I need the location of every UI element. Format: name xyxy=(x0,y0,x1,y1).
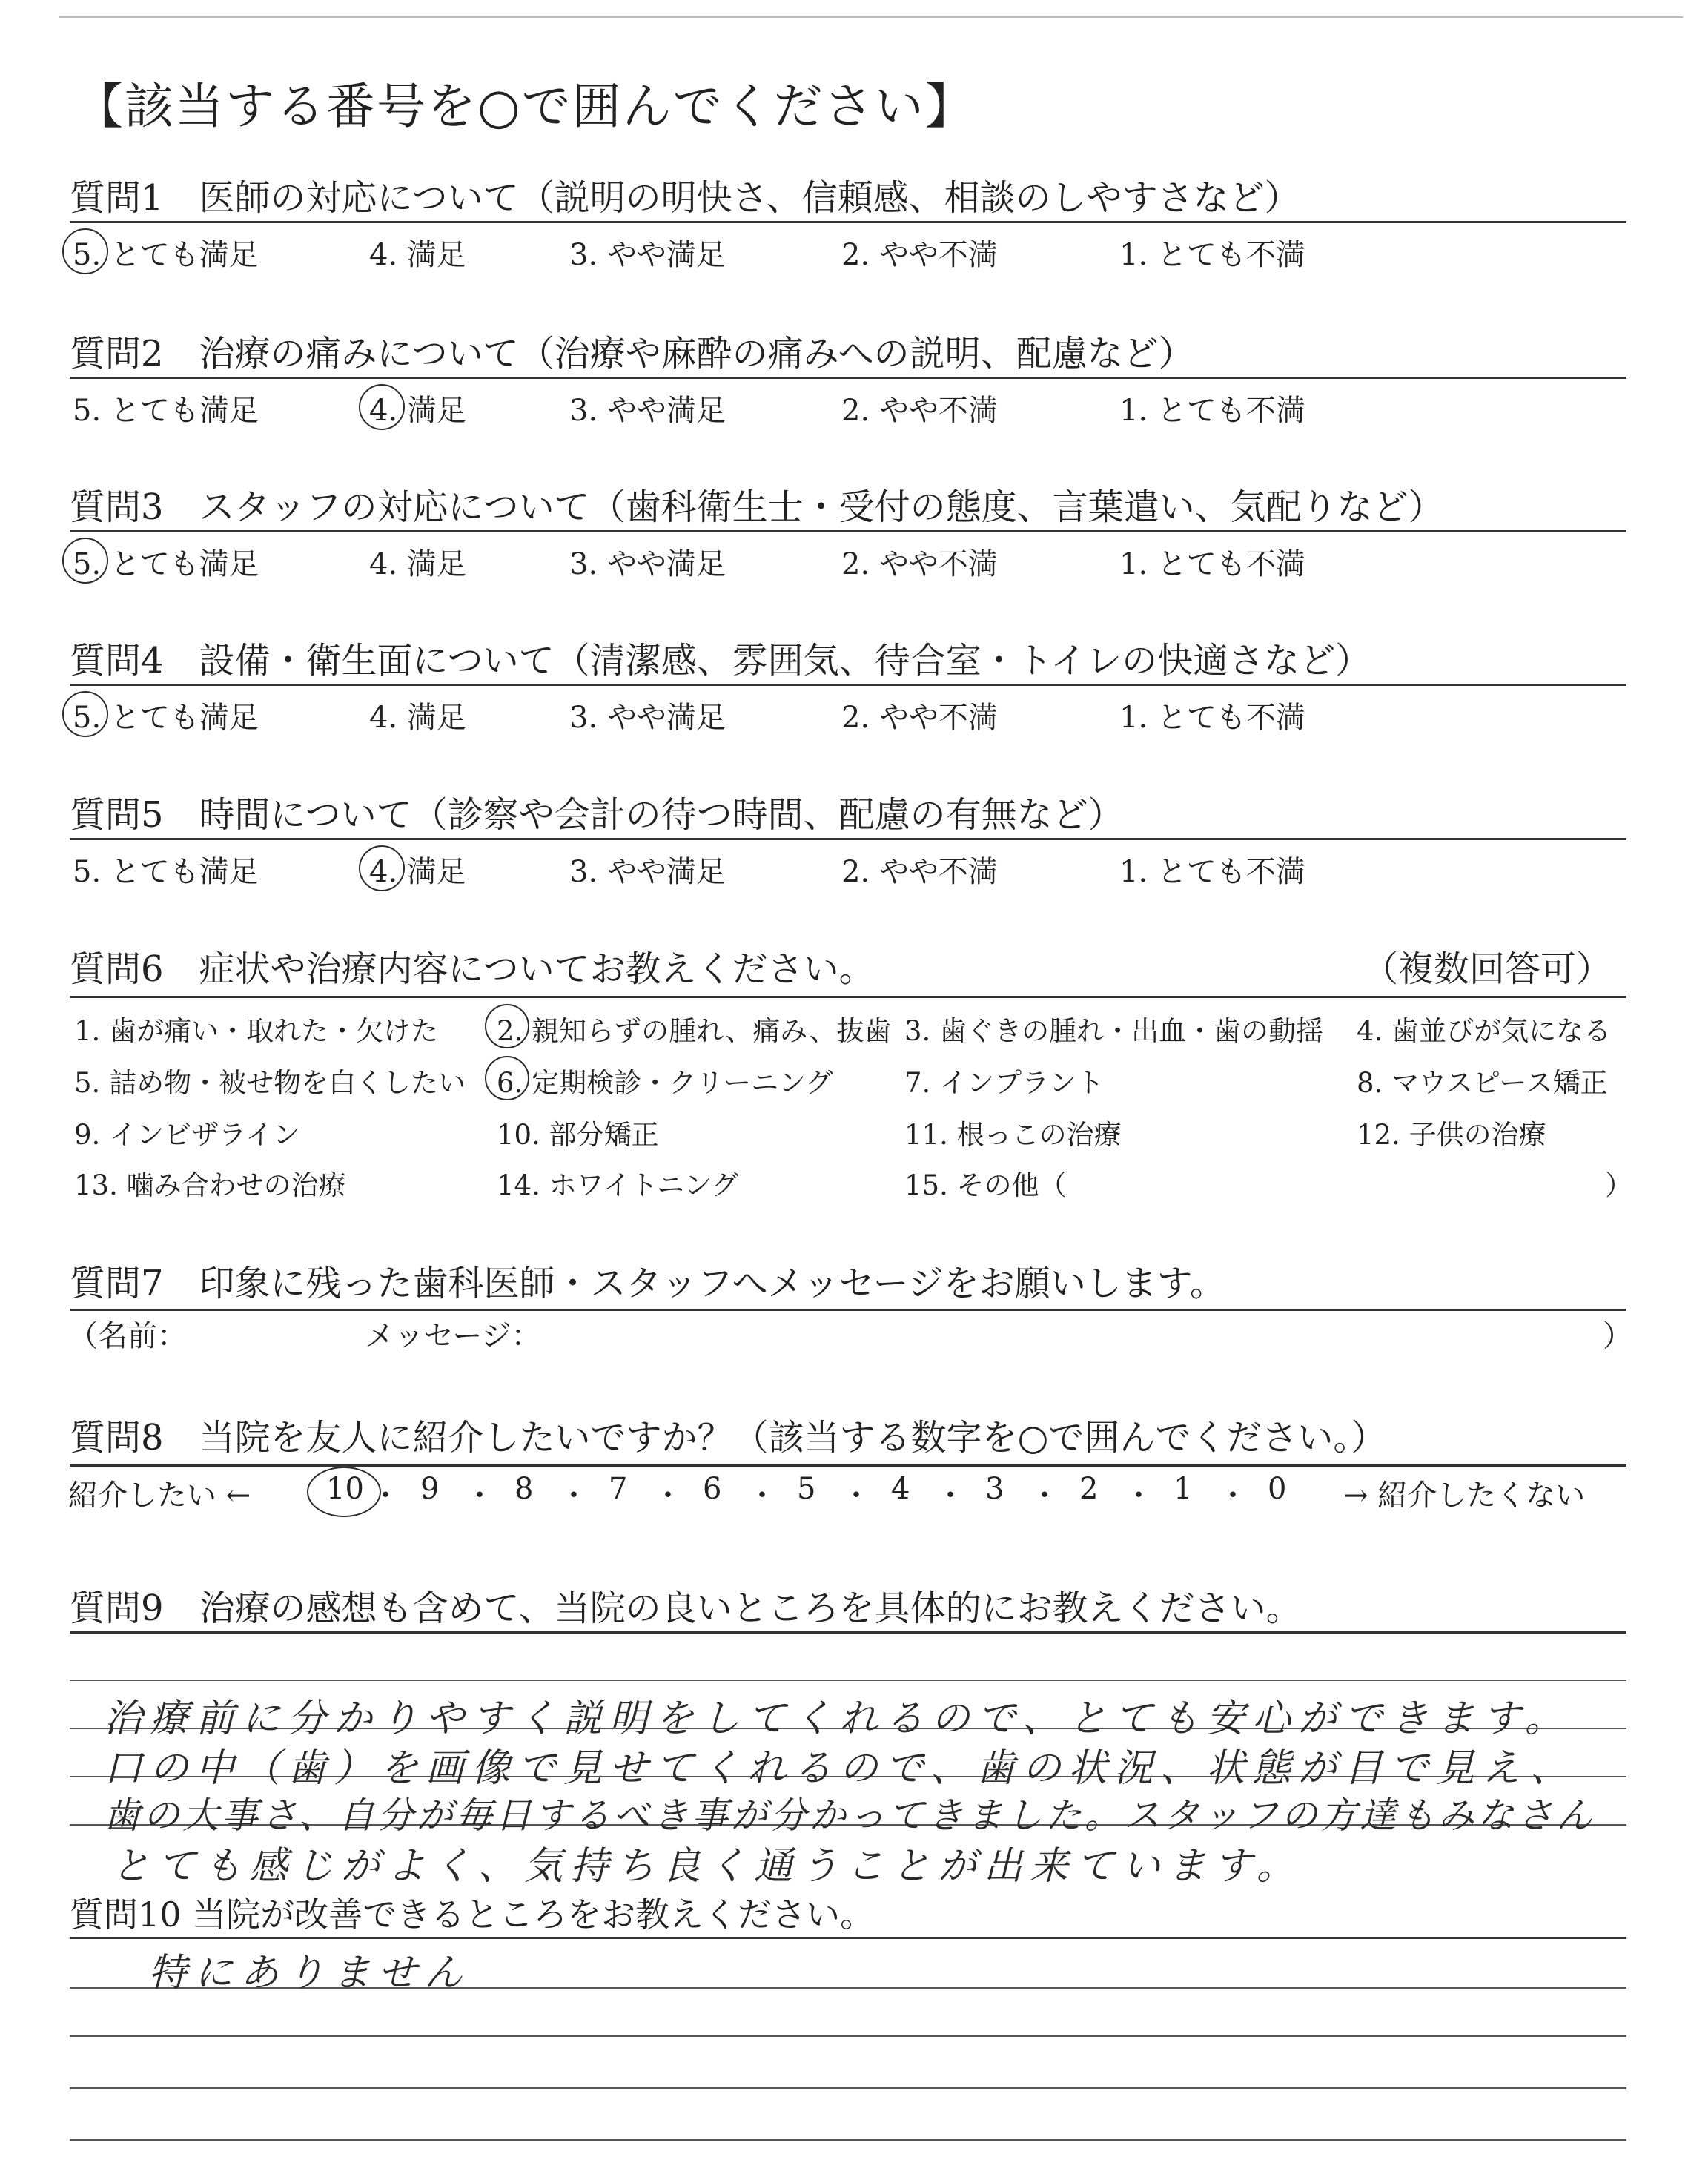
q10-heading: 質問10 当院が改善できるところをお教えください。 xyxy=(70,1895,875,1935)
q6-other-close-paren: ） xyxy=(1605,1169,1632,1201)
q6-option-5[interactable]: 5. 詰め物・被せ物を白くしたい xyxy=(74,1067,466,1099)
q5-selected-circle xyxy=(359,845,405,891)
q4-rule xyxy=(70,684,1626,686)
q8-scale-2[interactable]: 2 xyxy=(1079,1472,1099,1506)
q2-heading: 質問2 治療の痛みについて（治療や麻酔の痛みへの説明、配慮など） xyxy=(70,333,1194,374)
q6-rule xyxy=(70,996,1626,998)
q8-scale-separator: ・ xyxy=(1030,1479,1059,1513)
q3-option-1[interactable]: 1. とても不満 xyxy=(1119,547,1305,581)
q6-option-8[interactable]: 8. マウスピース矯正 xyxy=(1357,1067,1608,1099)
q8-scale-separator: ・ xyxy=(1124,1479,1153,1513)
q1-option-3[interactable]: 3. やや満足 xyxy=(569,238,726,272)
q6-option-14[interactable]: 14. ホワイトニング xyxy=(497,1169,739,1201)
q8-scale-separator: ・ xyxy=(559,1479,589,1513)
q6-option-1[interactable]: 1. 歯が痛い・取れた・欠けた xyxy=(74,1015,439,1047)
q9-answer-line: とても感じがよく、気持ち良く通うことが出来ています。 xyxy=(111,1844,1302,1889)
q7-heading: 質問7 印象に残った歯科医師・スタッフへメッセージをお願いします。 xyxy=(70,1263,1225,1304)
q7-message-label: メッセージ： xyxy=(365,1319,541,1353)
q6-option-4[interactable]: 4. 歯並びが気になる xyxy=(1357,1015,1612,1047)
q9-answer-line: 口の中（歯）を画像で見せてくれるので、歯の状況、状態が目で見え、 xyxy=(104,1746,1577,1791)
q9-answer-line: 歯の大事さ、自分が毎日するべき事が分かってきました。スタッフの方達もみなさん xyxy=(104,1794,1596,1837)
q7-close-paren: ） xyxy=(1603,1319,1632,1353)
q5-option-2[interactable]: 2. やや不満 xyxy=(841,855,998,889)
q2-selected-circle xyxy=(359,384,405,430)
q3-option-4[interactable]: 4. 満足 xyxy=(369,547,466,581)
q4-option-2[interactable]: 2. やや不満 xyxy=(841,701,998,735)
q6-option-15[interactable]: 15. その他（ xyxy=(904,1169,1067,1201)
q9-rule xyxy=(70,1631,1626,1634)
q1-rule xyxy=(70,221,1626,223)
q6-heading: 質問6 症状や治療内容についてお教えください。 xyxy=(70,948,875,990)
q10-writing-line xyxy=(70,2035,1626,2037)
q8-rule xyxy=(70,1464,1626,1467)
q8-scale-separator: ・ xyxy=(371,1479,400,1513)
q1-option-2[interactable]: 2. やや不満 xyxy=(841,238,998,272)
q5-option-3[interactable]: 3. やや満足 xyxy=(569,855,726,889)
page-title: 【該当する番号を○で囲んでください】 xyxy=(74,78,976,135)
q8-scale-1[interactable]: 1 xyxy=(1174,1472,1193,1506)
q3-heading: 質問3 スタッフの対応について（歯科衛生士・受付の態度、言葉遣い、気配りなど） xyxy=(70,486,1444,528)
q8-scale-separator: ・ xyxy=(841,1479,871,1513)
q5-heading: 質問5 時間について（診察や会計の待つ時間、配慮の有無など） xyxy=(70,794,1124,836)
q7-rule xyxy=(70,1309,1626,1311)
q8-scale-separator: ・ xyxy=(1218,1479,1248,1513)
q4-option-1[interactable]: 1. とても不満 xyxy=(1119,701,1305,735)
q8-scale-10[interactable]: 10 xyxy=(326,1472,364,1506)
q1-option-5[interactable]: 5. とても満足 xyxy=(73,238,259,272)
q8-scale-separator: ・ xyxy=(747,1479,777,1513)
q8-heading: 質問8 当院を友人に紹介したいですか？（該当する数字を○で囲んでください。） xyxy=(70,1417,1387,1459)
q6-option-10[interactable]: 10. 部分矯正 xyxy=(497,1119,659,1151)
q6-option-9[interactable]: 9. インビザライン xyxy=(74,1119,300,1151)
q8-scale-6[interactable]: 6 xyxy=(703,1472,722,1506)
q9-heading: 質問9 治療の感想も含めて、当院の良いところを具体的にお教えください。 xyxy=(70,1588,1302,1629)
q1-heading: 質問1 医師の対応について（説明の明快さ、信頼感、相談のしやすさなど） xyxy=(70,177,1300,219)
q3-selected-circle xyxy=(62,538,108,584)
q8-scale-9[interactable]: 9 xyxy=(420,1472,440,1506)
q6-option-11[interactable]: 11. 根っこの治療 xyxy=(904,1119,1122,1151)
q8-scale-8[interactable]: 8 xyxy=(514,1472,534,1506)
q8-scale-separator: ・ xyxy=(465,1479,494,1513)
q3-option-2[interactable]: 2. やや不満 xyxy=(841,547,998,581)
q6-selected-circle xyxy=(485,1056,529,1100)
q10-rule xyxy=(70,1937,1626,1939)
q6-option-7[interactable]: 7. インプラント xyxy=(904,1067,1105,1099)
q2-option-2[interactable]: 2. やや不満 xyxy=(841,394,998,428)
q10-answer-line: 特にありません xyxy=(148,1951,471,1995)
q6-option-6[interactable]: 6. 定期検診・クリーニング xyxy=(497,1067,833,1099)
q5-option-5[interactable]: 5. とても満足 xyxy=(73,855,259,889)
q6-option-12[interactable]: 12. 子供の治療 xyxy=(1357,1119,1546,1151)
q4-option-3[interactable]: 3. やや満足 xyxy=(569,701,726,735)
q10-writing-line xyxy=(70,2087,1626,2089)
q8-scale-0[interactable]: 0 xyxy=(1268,1472,1287,1506)
q9-answer-line: 治療前に分かりやすく説明をしてくれるので、とても安心ができます。 xyxy=(104,1697,1571,1741)
q8-scale-separator: ・ xyxy=(936,1479,965,1513)
q10-writing-line xyxy=(70,2139,1626,2141)
q8-scale-4[interactable]: 4 xyxy=(891,1472,910,1506)
q6-option-2[interactable]: 2. 親知らずの腫れ、痛み、抜歯 xyxy=(497,1015,892,1047)
q1-option-1[interactable]: 1. とても不満 xyxy=(1119,238,1305,272)
q7-name-label: （名前： xyxy=(68,1319,187,1353)
scan-top-edge xyxy=(59,16,1683,18)
q8-left-label: 紹介したい ← xyxy=(68,1479,251,1513)
q4-option-5[interactable]: 5. とても満足 xyxy=(73,701,259,735)
q1-option-4[interactable]: 4. 満足 xyxy=(369,238,466,272)
q2-option-3[interactable]: 3. やや満足 xyxy=(569,394,726,428)
q4-option-4[interactable]: 4. 満足 xyxy=(369,701,466,735)
q6-selected-circle xyxy=(485,1004,529,1048)
q3-option-5[interactable]: 5. とても満足 xyxy=(73,547,259,581)
q4-heading: 質問4 設備・衛生面について（清潔感、雰囲気、待合室・トイレの快適さなど） xyxy=(70,640,1371,681)
q5-rule xyxy=(70,838,1626,840)
q9-writing-line xyxy=(70,1680,1626,1681)
q1-selected-circle xyxy=(62,228,108,274)
q8-right-label: → 紹介したくない xyxy=(1343,1479,1586,1513)
q6-option-3[interactable]: 3. 歯ぐきの腫れ・出血・歯の動揺 xyxy=(904,1015,1324,1047)
q8-scale-separator: ・ xyxy=(653,1479,683,1513)
q3-rule xyxy=(70,530,1626,532)
q8-scale-5[interactable]: 5 xyxy=(797,1472,816,1506)
q8-selected-circle xyxy=(307,1467,381,1517)
q3-option-3[interactable]: 3. やや満足 xyxy=(569,547,726,581)
q2-option-1[interactable]: 1. とても不満 xyxy=(1119,394,1305,428)
q8-scale-3[interactable]: 3 xyxy=(985,1472,1004,1506)
q2-rule xyxy=(70,377,1626,379)
q2-option-4[interactable]: 4. 満足 xyxy=(369,394,466,428)
q5-option-4[interactable]: 4. 満足 xyxy=(369,855,466,889)
q4-selected-circle xyxy=(62,691,108,737)
q5-option-1[interactable]: 1. とても不満 xyxy=(1119,855,1305,889)
q2-option-5[interactable]: 5. とても満足 xyxy=(73,394,259,428)
q6-note: （複数回答可） xyxy=(1363,948,1612,990)
q8-scale-7[interactable]: 7 xyxy=(609,1472,628,1506)
q6-option-13[interactable]: 13. 噛み合わせの治療 xyxy=(74,1169,346,1201)
